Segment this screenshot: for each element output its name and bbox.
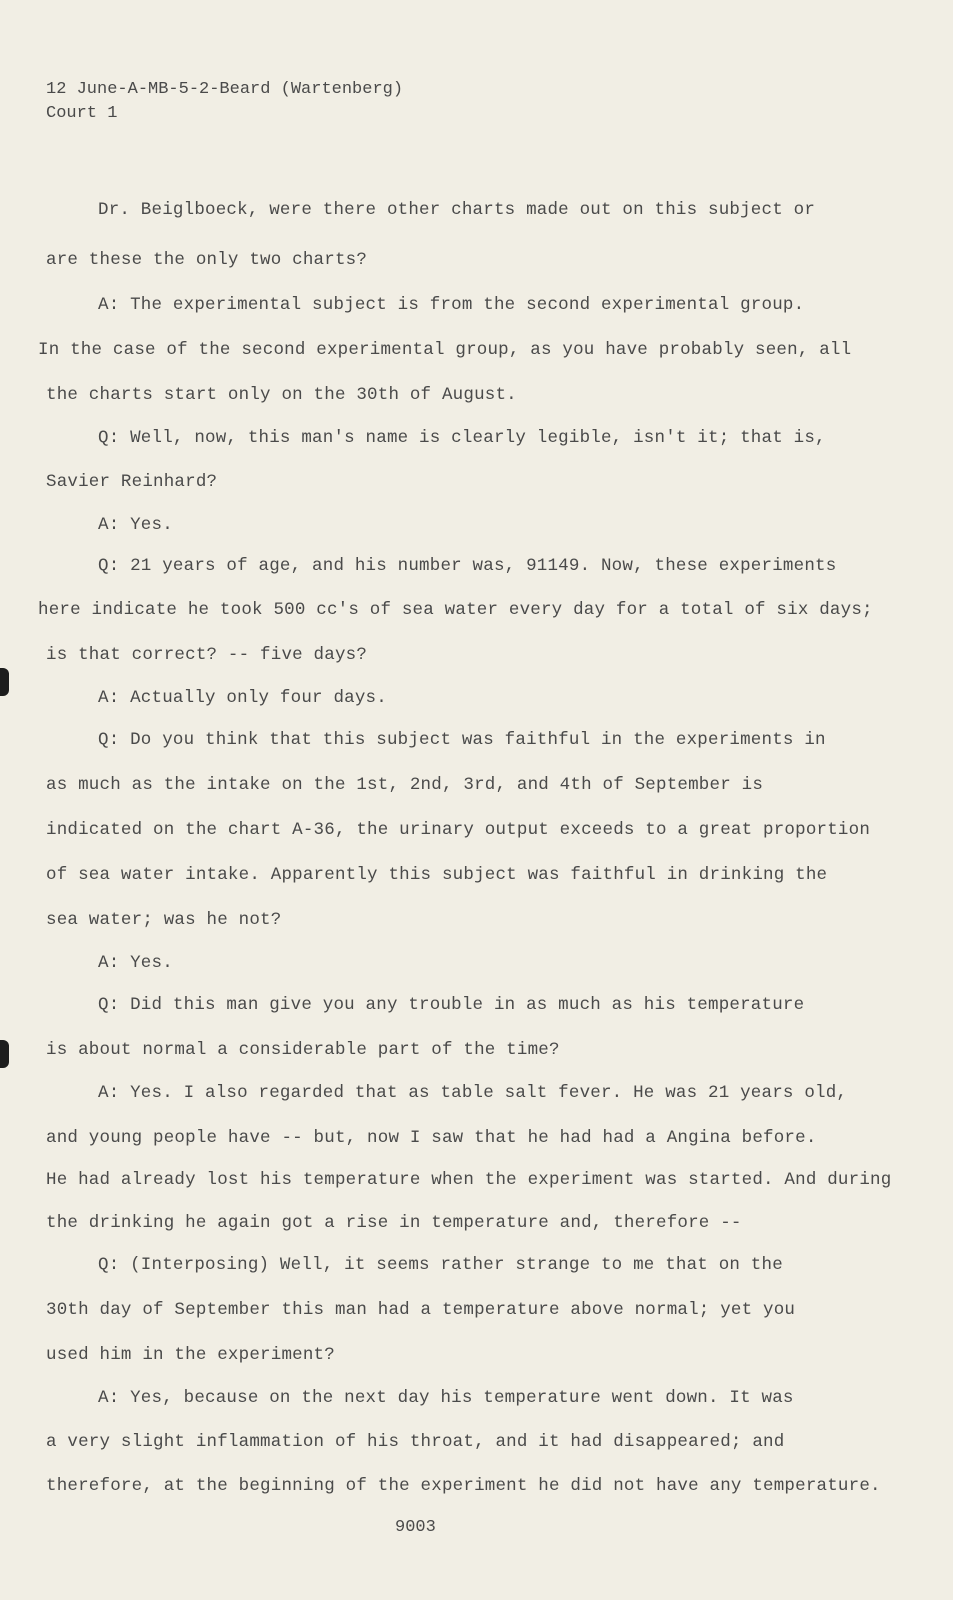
page-number: 9003: [395, 1518, 436, 1537]
text-line: A: The experimental subject is from the second experimental group.: [98, 295, 805, 315]
text-line: Q: 21 years of age, and his number was, 91149. Now, these experiments: [98, 556, 837, 576]
text-line: here indicate he took 500 cc's of sea water every day for a total of six days;: [38, 600, 873, 620]
text-line: A: Yes, because on the next day his temperature went down. It was: [98, 1388, 794, 1408]
text-line: Q: (Interposing) Well, it seems rather strange to me that on the: [98, 1255, 783, 1275]
document-header: [46, 78, 403, 126]
text-line: of sea water intake. Apparently this subject was faithful in drinking the: [46, 865, 828, 885]
text-line: sea water; was he not?: [46, 910, 282, 930]
text-line: therefore, at the beginning of the experiment he did not have any temperature.: [46, 1476, 881, 1496]
text-line: A: Yes.: [98, 515, 173, 535]
text-line: as much as the intake on the 1st, 2nd, 3rd, and 4th of September is: [46, 775, 764, 795]
text-line: Savier Reinhard?: [46, 472, 218, 492]
text-line: In the case of the second experimental group, as you have probably seen, all: [38, 340, 852, 360]
header-court-line: Court 1: [46, 104, 118, 123]
text-line: A: Yes. I also regarded that as table salt fever. He was 21 years old,: [98, 1083, 848, 1103]
text-line: the charts start only on the 30th of August.: [46, 385, 517, 405]
binder-hole-mark: [0, 1040, 9, 1068]
text-line: is about normal a considerable part of the time?: [46, 1040, 560, 1060]
binder-hole-mark: [0, 668, 9, 696]
text-line: Q: Well, now, this man's name is clearly legible, isn't it; that is,: [98, 428, 826, 448]
text-line: Q: Did this man give you any trouble in as much as his temperature: [98, 995, 805, 1015]
text-line: and young people have -- but, now I saw that he had had a Angina before.: [46, 1128, 817, 1148]
text-line: is that correct? -- five days?: [46, 645, 368, 665]
text-line: Q: Do you think that this subject was faithful in the experiments in: [98, 730, 826, 750]
text-line: He had already lost his temperature when the experiment was started. And during: [46, 1170, 892, 1190]
text-line: are these the only two charts?: [46, 250, 368, 270]
text-line: used him in the experiment?: [46, 1345, 335, 1365]
text-line: Dr. Beiglboeck, were there other charts made out on this subject or: [98, 200, 816, 220]
text-line: A: Yes.: [98, 953, 173, 973]
text-line: the drinking he again got a rise in temperature and, therefore --: [46, 1213, 742, 1233]
text-line: A: Actually only four days.: [98, 688, 387, 708]
text-line: a very slight inflammation of his throat, and it had disappeared; and: [46, 1432, 785, 1452]
text-line: 30th day of September this man had a temperature above normal; yet you: [46, 1300, 796, 1320]
header-case-line: 12 June-A-MB-5-2-Beard (Wartenberg): [46, 80, 404, 99]
text-line: indicated on the chart A-36, the urinary output exceeds to a great proportion: [46, 820, 871, 840]
